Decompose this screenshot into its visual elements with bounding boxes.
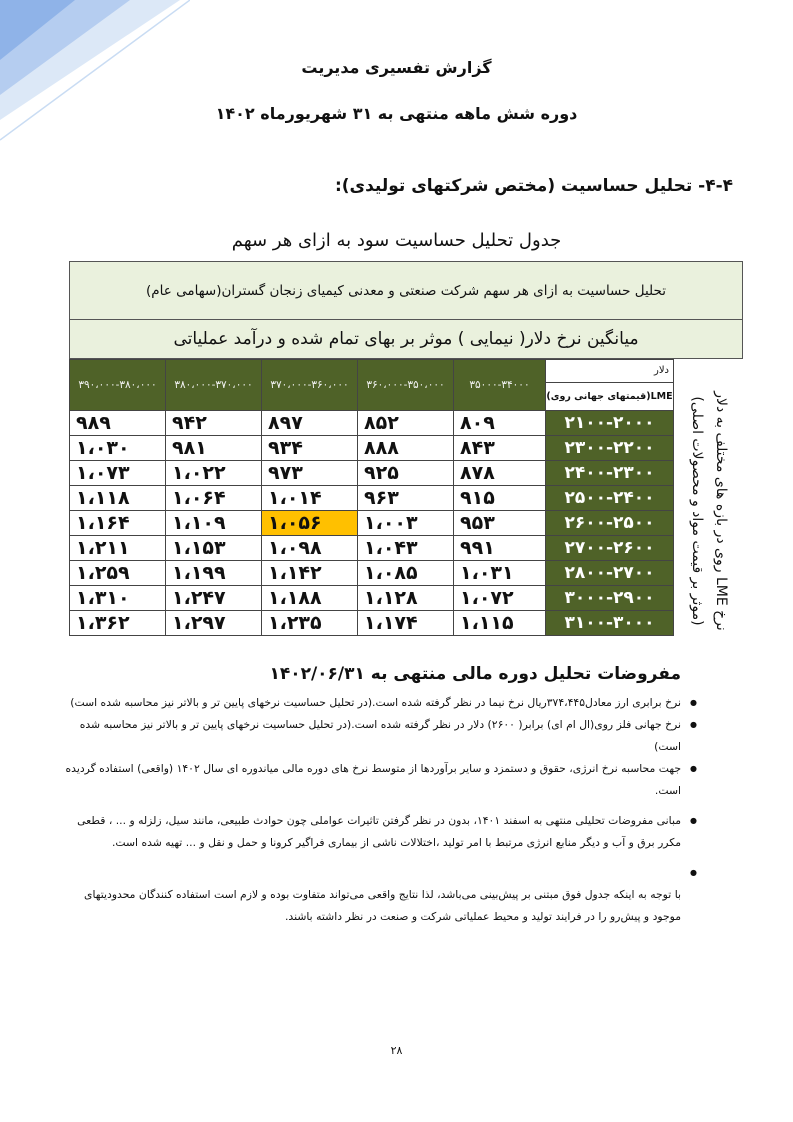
eps-value-cell: ۹۹۱ (454, 536, 546, 561)
eps-value-cell: ۱،۱۴۲ (262, 561, 358, 586)
table-row (70, 486, 674, 511)
eps-value-cell: ۱،۱۸۸ (262, 586, 358, 611)
table-row (70, 411, 674, 436)
eps-value-cell: ۹۲۵ (358, 461, 454, 486)
eps-value-cell: ۱،۰۶۴ (166, 486, 262, 511)
corner-decoration (0, 0, 190, 160)
table-row (70, 536, 674, 561)
assumption-item: ● جهت محاسبه نرخ انرژی، حقوق و دستمزد و سایر برآوردها از متوسط نرخ های دوره مالی میاندوره ای سال ۱۴۰۲ (واقعی) استفاده گردیده است. (60, 758, 681, 802)
table-row (70, 611, 674, 636)
eps-value-cell: ۱،۲۹۷ (166, 611, 262, 636)
eps-value-cell: ۸۵۲ (358, 411, 454, 436)
eps-value-cell: ۱،۳۱۰ (70, 586, 166, 611)
eps-value-cell: ۹۸۹ (70, 411, 166, 436)
sensitivity-table (69, 359, 674, 636)
eps-value-cell: ۹۱۵ (454, 486, 546, 511)
table-row (70, 586, 674, 611)
dollar-range-header: ۳۷۰،۰۰۰-۳۶۰،۰۰۰ (262, 360, 358, 411)
eps-value-cell: ۱،۰۹۸ (262, 536, 358, 561)
dollar-range-header: ۳۵۰۰۰-۳۴۰۰۰ (454, 360, 546, 411)
assumption-item: ● مبانی مفروضات تحلیلی منتهی به اسفند ۱۴۰۱، بدون در نظر گرفتن تاثیرات عواملی چون حوادث طبیعی، مانند سیل، زلزله و ... ، قطعی مکرر برق و آب و دیگر منابع انرژی مرتبط با امر تولید ،اختلالات ناشی از بیماری فراگیر کرونا و حمل و نقل و ... تهیه شده است. (60, 810, 681, 854)
eps-value-cell: ۱،۱۲۸ (358, 586, 454, 611)
table-header-row (70, 360, 674, 411)
eps-value-cell: ۸۴۳ (454, 436, 546, 461)
lme-range-cell: ۳۰۰۰-۲۹۰۰ (546, 586, 674, 611)
eps-value-cell: ۱،۱۵۳ (166, 536, 262, 561)
assumption-item: ● با توجه به اینکه جدول فوق مبتنی بر پیش‌بینی می‌باشد، لذا نتایج واقعی می‌تواند متفاوت بوده و لازم است استفاده کنندگان محدودیتهای موجود و پیش‌رو را در فرایند تولید و محیط عملیاتی شرکت و صنعت در نظر داشته باشند. (60, 862, 681, 928)
company-title-row: تحلیل حساسیت به ازای هر سهم شرکت صنعتی و معدنی کیمیای زنجان گستران(سهامی عام) (70, 262, 742, 320)
page-title: گزارش تفسیری مدیریت (301, 58, 492, 77)
page-subtitle: دوره شش ماهه منتهی به ۳۱ شهریورماه ۱۴۰۲ (215, 104, 578, 123)
corner-dollar-label: دلار (546, 360, 673, 383)
eps-value-cell: ۱،۰۴۳ (358, 536, 454, 561)
eps-value-cell: ۹۳۴ (262, 436, 358, 461)
eps-value-cell: ۱،۲۳۵ (262, 611, 358, 636)
eps-value-cell: ۱،۰۲۲ (166, 461, 262, 486)
eps-value-cell: ۹۴۲ (166, 411, 262, 436)
lme-range-cell: ۲۵۰۰-۲۴۰۰ (546, 486, 674, 511)
assumption-item: ● نرخ برابری ارز معادل۳۷۴،۴۴۵ریال نرخ نیما در نظر گرفته شده است.(در تحلیل حساسیت نرخهای پایین تر و بالاتر نیز محاسبه شده است) (60, 692, 681, 714)
table-row (70, 461, 674, 486)
table-row (70, 436, 674, 461)
assumption-item: ● نرخ جهانی فلز روی(ال ام ای) برابر( ۲۶۰۰) دلار در نظر گرفته شده است.(در تحلیل حساسیت نرخهای پایین تر و بالاتر نیز محاسبه شده است) (60, 714, 681, 758)
eps-value-cell: ۱،۰۰۳ (358, 511, 454, 536)
side-axis-label-line2: (موثر بر قیمت مواد و محصولات اصلی) (689, 395, 705, 626)
eps-value-cell: ۱،۰۷۳ (70, 461, 166, 486)
lme-range-cell: ۳۱۰۰-۳۰۰۰ (546, 611, 674, 636)
lme-range-cell: ۲۱۰۰-۲۰۰۰ (546, 411, 674, 436)
eps-value-cell: ۱،۱۹۹ (166, 561, 262, 586)
eps-value-cell: ۱،۲۱۱ (70, 536, 166, 561)
eps-value-cell: ۹۸۱ (166, 436, 262, 461)
eps-value-cell: ۸۷۸ (454, 461, 546, 486)
table-caption: جدول تحلیل حساسیت سود به ازای هر سهم (231, 230, 562, 251)
eps-value-cell: ۸۸۸ (358, 436, 454, 461)
assumptions-list (60, 692, 695, 928)
assumptions-title: مفروضات تحلیل دوره مالی منتهی به ۱۴۰۲/۰۶/۳۱ (269, 664, 681, 684)
sensitivity-header-box (69, 261, 743, 359)
eps-value-cell: ۱،۱۱۸ (70, 486, 166, 511)
side-axis-label (674, 359, 744, 662)
corner-lme-label: LME(قیمتهای جهانی روی) (546, 391, 673, 402)
eps-value-cell: ۱،۱۷۴ (358, 611, 454, 636)
lme-range-cell: ۲۸۰۰-۲۷۰۰ (546, 561, 674, 586)
eps-value-cell: ۱،۲۵۹ (70, 561, 166, 586)
eps-value-cell: ۱،۱۱۵ (454, 611, 546, 636)
eps-value-cell: ۸۰۹ (454, 411, 546, 436)
dollar-rate-title-row: میانگین نرخ دلار( نیمایی ) موثر بر بهای تمام شده و درآمد عملیاتی (70, 320, 742, 358)
eps-value-cell: ۹۶۳ (358, 486, 454, 511)
dollar-range-header: ۳۹۰،۰۰۰-۳۸۰،۰۰۰ (70, 360, 166, 411)
eps-value-cell: ۱،۱۶۴ (70, 511, 166, 536)
eps-value-cell: ۱،۰۸۵ (358, 561, 454, 586)
dollar-range-header: ۳۶۰،۰۰۰-۳۵۰،۰۰۰ (358, 360, 454, 411)
eps-value-cell: ۹۷۳ (262, 461, 358, 486)
section-heading: ۴-۴- تحلیل حساسیت (مختص شرکتهای تولیدی): (334, 176, 733, 196)
side-axis-label-line1: نرخ LME روی در بازه های مختلف به دلار (713, 390, 729, 631)
corner-header-cell (546, 360, 674, 411)
page-number: ۲۸ (390, 1044, 403, 1057)
eps-value-cell: ۱،۰۵۶ (262, 511, 358, 536)
eps-value-cell: ۱،۰۳۱ (454, 561, 546, 586)
table-row (70, 511, 674, 536)
eps-value-cell: ۸۹۷ (262, 411, 358, 436)
eps-value-cell: ۱،۱۰۹ (166, 511, 262, 536)
lme-range-cell: ۲۴۰۰-۲۳۰۰ (546, 461, 674, 486)
eps-value-cell: ۱،۰۱۴ (262, 486, 358, 511)
dollar-range-header: ۳۸۰،۰۰۰-۳۷۰،۰۰۰ (166, 360, 262, 411)
lme-range-cell: ۲۳۰۰-۲۲۰۰ (546, 436, 674, 461)
lme-range-cell: ۲۷۰۰-۲۶۰۰ (546, 536, 674, 561)
eps-value-cell: ۱،۰۷۲ (454, 586, 546, 611)
lme-range-cell: ۲۶۰۰-۲۵۰۰ (546, 511, 674, 536)
eps-value-cell: ۱،۲۴۷ (166, 586, 262, 611)
eps-value-cell: ۹۵۳ (454, 511, 546, 536)
eps-value-cell: ۱،۰۳۰ (70, 436, 166, 461)
table-row (70, 561, 674, 586)
eps-value-cell: ۱،۳۶۲ (70, 611, 166, 636)
